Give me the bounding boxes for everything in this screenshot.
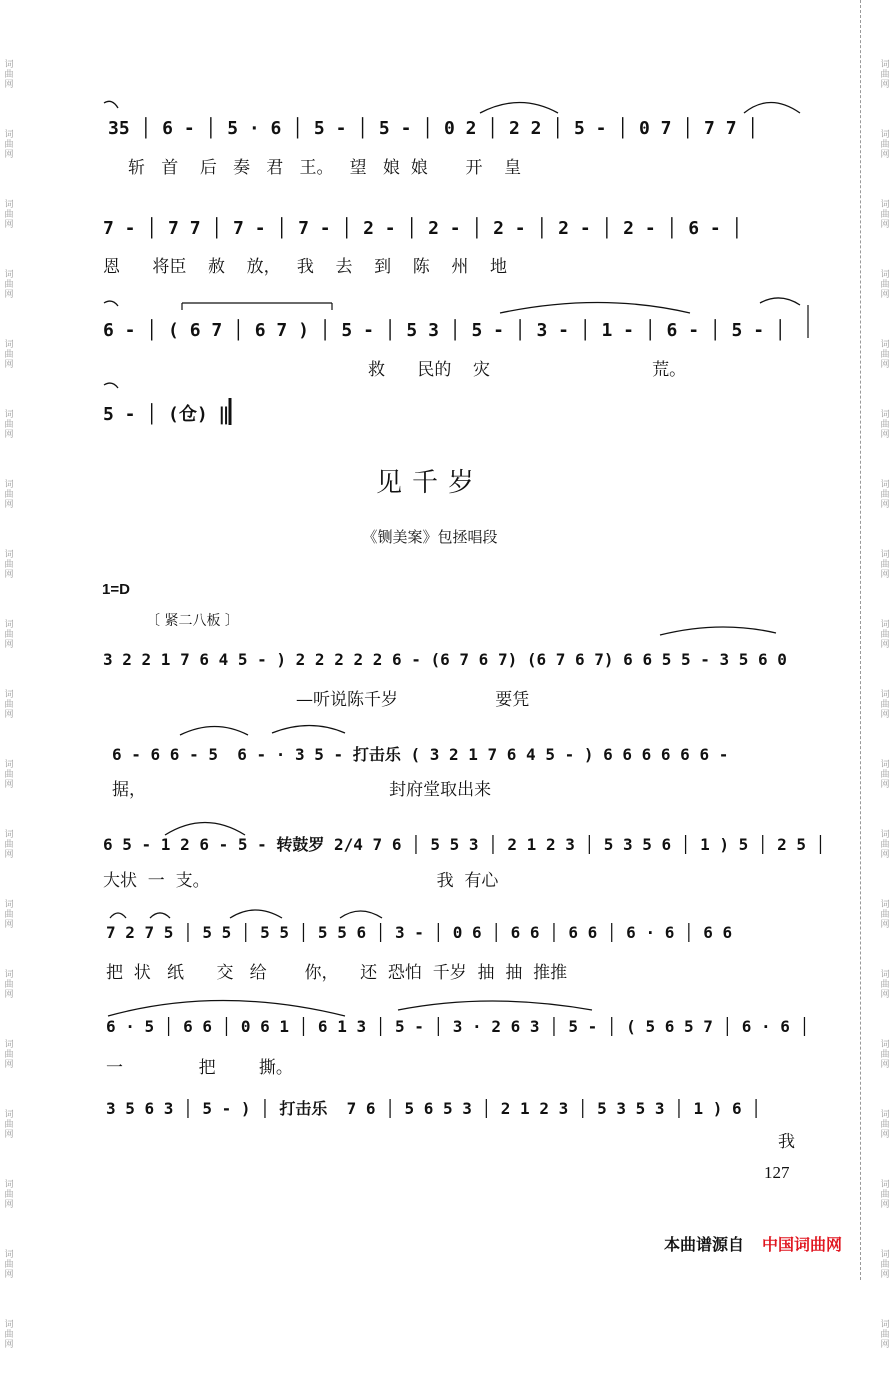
- watermark-glyphs: 词 曲 网: [880, 200, 890, 230]
- staff-line-7-notes: 6 5 - 1 2 6 - 5 - 转鼓罗 2/4 7 6 │ 5 5 3 │ 2 1 2 3 │ 5 3 5 6 │ 1 ) 5 │ 2 5 │: [103, 835, 826, 854]
- staff-line-5-lyrics: —听说陈千岁 要凭: [296, 690, 530, 710]
- staff-line-1-lyrics: 斩 首 后 奏 君 王。 望 娘 娘 开 皇: [128, 158, 522, 178]
- staff-line-2-lyrics: 恩 将臣 赦 放， 我 去 到 陈 州 地: [103, 257, 507, 277]
- footer-brand-link[interactable]: 中国词曲网: [762, 1235, 843, 1254]
- watermark-glyphs: 词 曲 网: [4, 340, 14, 370]
- watermark-glyphs: 词 曲 网: [880, 970, 890, 1000]
- watermark-glyphs: 词 曲 网: [4, 1040, 14, 1070]
- source-footer: [664, 1232, 842, 1255]
- watermark-glyphs: 词 曲 网: [4, 1320, 14, 1350]
- footer-label: 本曲谱源自: [664, 1235, 745, 1254]
- watermark-glyphs: 词 曲 网: [4, 60, 14, 90]
- staff-line-10-lyrics: 我: [778, 1132, 795, 1152]
- watermark-glyphs: 词 曲 网: [4, 690, 14, 720]
- watermark-glyphs: 词 曲 网: [4, 200, 14, 230]
- staff-line-9-notes: 6 · 5 │ 6 6 │ 0 6 1 │ 6 1 3 │ 5 - │ 3 · 2 6 3 │ 5 - │ ( 5 6 5 7 │ 6 · 6 │: [106, 1017, 810, 1036]
- staff-line-4-notes: 5 - │ (仓) ‖: [103, 404, 230, 425]
- watermark-glyphs: 词 曲 网: [4, 760, 14, 790]
- watermark-glyphs: 词 曲 网: [880, 900, 890, 930]
- watermark-glyphs: 词 曲 网: [4, 1110, 14, 1140]
- song-title: 见千岁: [375, 468, 484, 498]
- watermark-glyphs: 词 曲 网: [880, 550, 890, 580]
- tempo-marking: 〔 紧二八板 〕: [146, 613, 239, 629]
- staff-line-10-notes: 3 5 6 3 │ 5 - ) │ 打击乐 7 6 │ 5 6 5 3 │ 2 1 2 3 │ 5 3 5 3 │ 1 ) 6 │: [106, 1099, 761, 1118]
- staff-line-8-notes: 7 2 7 5 │ 5 5 │ 5 5 │ 5 5 6 │ 3 - │ 0 6 │ 6 6 │ 6 6 │ 6 · 6 │ 6 6: [106, 923, 733, 942]
- watermark-glyphs: 词 曲 网: [880, 1110, 890, 1140]
- watermark-glyphs: 词 曲 网: [4, 830, 14, 860]
- watermark-glyphs: 词 曲 网: [880, 340, 890, 370]
- watermark-glyphs: 词 曲 网: [4, 970, 14, 1000]
- watermark-glyphs: 词 曲 网: [880, 130, 890, 160]
- staff-line-5-notes: 3 2 2 1 7 6 4 5 - ) 2 2 2 2 2 6 - (6 7 6 7) (6 7 6 7) 6 6 5 5 - 3 5 6 0: [103, 650, 787, 669]
- song-subtitle: 《铡美案》包拯唱段: [362, 528, 498, 546]
- watermark-glyphs: 词 曲 网: [880, 830, 890, 860]
- watermark-glyphs: 词 曲 网: [4, 1250, 14, 1280]
- staff-line-1-notes: 35 │ 6 - │ 5 · 6 │ 5 - │ 5 - │ 0 2 │ 2 2 │ 5 - │ 0 7 │ 7 7 │: [108, 118, 759, 139]
- watermark-glyphs: 词 曲 网: [880, 1180, 890, 1210]
- watermark-glyphs: 词 曲 网: [4, 270, 14, 300]
- staff-line-6-notes: 6 - 6 6 - 5 6 - · 3 5 - 打击乐 ( 3 2 1 7 6 4 5 - ) 6 6 6 6 6 6 -: [112, 745, 729, 764]
- watermark-glyphs: 词 曲 网: [880, 270, 890, 300]
- watermark-glyphs: 词 曲 网: [880, 1040, 890, 1070]
- staff-line-9-lyrics: 一 把 撕。: [106, 1058, 293, 1078]
- staff-line-6-lyrics: 据， 封府堂取出来: [112, 780, 492, 800]
- watermark-glyphs: 词 曲 网: [4, 900, 14, 930]
- watermark-glyphs: 词 曲 网: [880, 690, 890, 720]
- watermark-glyphs: 词 曲 网: [880, 60, 890, 90]
- page-edge-dashed-line: [860, 0, 861, 1280]
- watermark-glyphs: 词 曲 网: [880, 620, 890, 650]
- watermark-glyphs: 词 曲 网: [4, 1180, 14, 1210]
- watermark-right: [878, 60, 892, 1390]
- staff-line-2-notes: 7 - │ 7 7 │ 7 - │ 7 - │ 2 - │ 2 - │ 2 - │ 2 - │ 2 - │ 6 - │: [103, 218, 743, 239]
- staff-line-7-lyrics: 大状 一 支。 我 有心: [103, 871, 499, 891]
- page-number: 127: [764, 1163, 790, 1182]
- watermark-glyphs: 词 曲 网: [4, 620, 14, 650]
- staff-line-3-lyrics: 救 民的 灾 荒。: [368, 360, 687, 380]
- watermark-glyphs: 词 曲 网: [4, 130, 14, 160]
- watermark-glyphs: 词 曲 网: [880, 410, 890, 440]
- watermark-glyphs: 词 曲 网: [880, 1320, 890, 1350]
- watermark-glyphs: 词 曲 网: [4, 480, 14, 510]
- staff-line-3-notes: 6 - │ ( 6 7 │ 6 7 ) │ 5 - │ 5 3 │ 5 - │ 3 - │ 1 - │ 6 - │ 5 - │: [103, 320, 786, 341]
- watermark-glyphs: 词 曲 网: [4, 550, 14, 580]
- watermark-glyphs: 词 曲 网: [880, 1250, 890, 1280]
- staff-line-8-lyrics: 把 状 纸 交 给 你， 还 恐怕 千岁 抽 抽 推推: [106, 963, 568, 983]
- watermark-glyphs: 词 曲 网: [880, 480, 890, 510]
- key-signature: 1=D: [102, 581, 130, 598]
- watermark-glyphs: 词 曲 网: [880, 760, 890, 790]
- watermark-glyphs: 词 曲 网: [4, 410, 14, 440]
